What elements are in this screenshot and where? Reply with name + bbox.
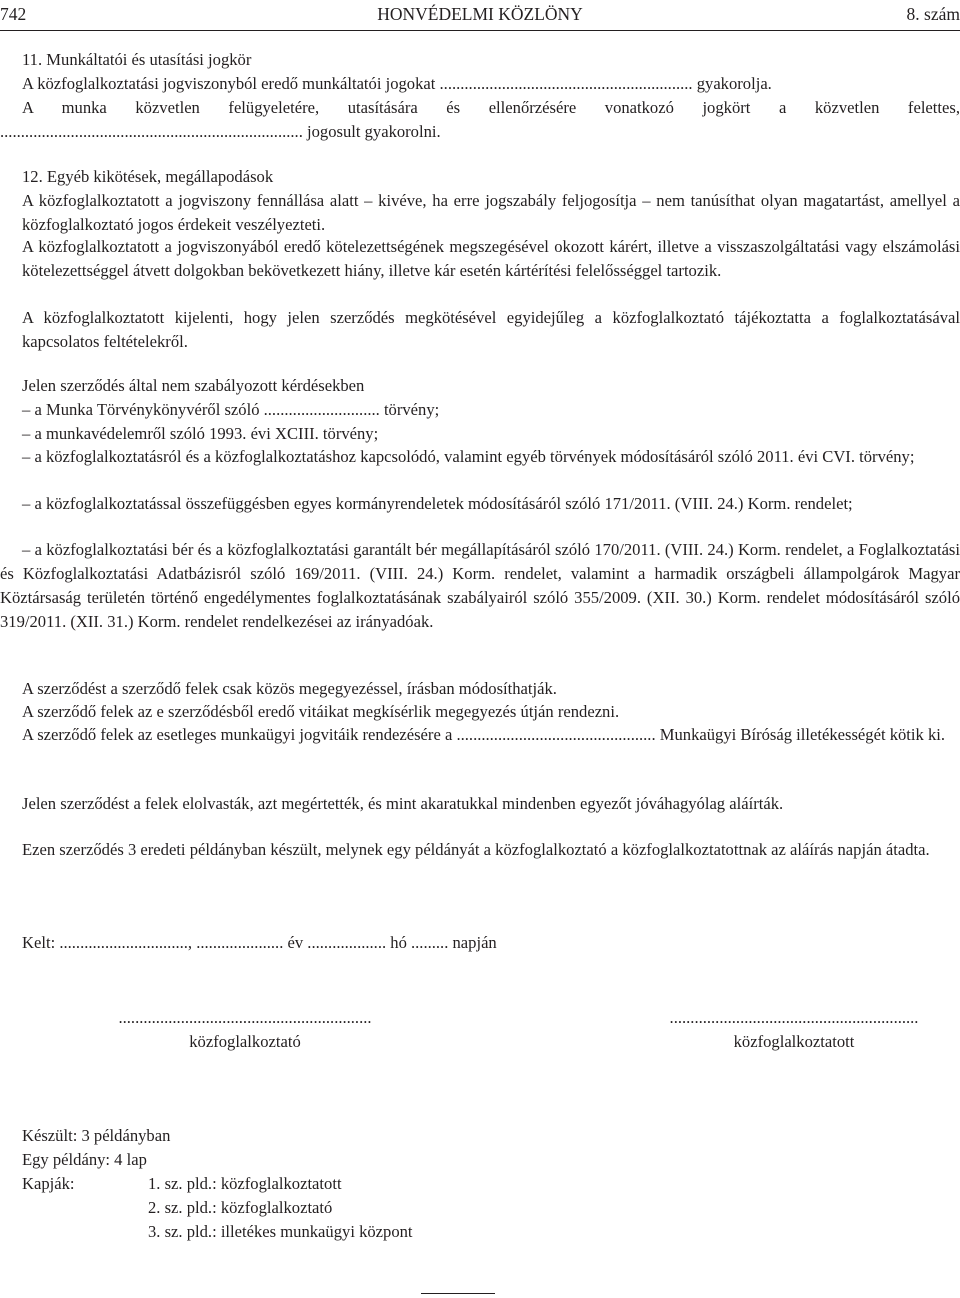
law-item-1: – a Munka Törvénykönyvéről szóló ............................ törvény; (22, 400, 440, 419)
section-12-para-3: A közfoglalkoztatott kijelenti, hogy jelen szerződés megkötésével egyidejűleg a közfoglalkoztató tájékoztatta a foglalkoztatásával kapcsolatos feltételekről. (22, 308, 960, 351)
agreement-statement: Jelen szerződést a felek elolvasták, azt megértették, és mint akaratukkal mindenben egyezőt jóváhagyólag aláírták. (22, 794, 784, 813)
recipients-label: Kapják: (22, 1174, 75, 1193)
section-11-heading: 11. Munkáltatói és utasítási jogkör (22, 50, 252, 69)
header-rule (0, 30, 960, 31)
copies-statement: Ezen szerződés 3 eredeti példányban készült, melynek egy példányát a közfoglalkoztató a közfoglalkoztatottnak az aláírás napján átadta. (22, 840, 930, 859)
section-11-line-1: A közfoglalkoztatási jogviszonyból eredő munkáltatói jogokat ............................................................. gyakorolja. (22, 74, 772, 93)
modification-line-3: A szerződő felek az esetleges munkaügyi jogvitáik rendezésére a ................................................ Munkaügyi Bíróság illetékességét kötik ki. (22, 725, 946, 744)
pages-per-copy: Egy példány: 4 lap (22, 1150, 147, 1169)
recipient-1: 1. sz. pld.: közfoglalkoztatott (148, 1174, 342, 1193)
recipient-3: 3. sz. pld.: illetékes munkaügyi központ (148, 1222, 413, 1241)
section-11-line-2: A munka közvetlen felügyeletére, utasítására és ellenőrzésére vonatkozó jogkört a közvetlen felettes, (22, 98, 960, 117)
signature-label-left: közfoglalkoztató (189, 1032, 301, 1051)
modification-line-1: A szerződést a szerződő felek csak közös megegyezéssel, írásban módosíthatják. (22, 679, 557, 698)
law-item-5: – a közfoglalkoztatási bér és a közfoglalkoztatási garantált bér megállapításáról szóló 170/2011. (VIII. 24.) Korm. rendelet, a Foglalkoztatási és Közfoglalkoztatási Adatbázisról szóló 169/2011. (VIII. 24.) Korm. rendelet, valamint a harmadik országbeli állampolgárok Magyar Köztársaság területén történő engedélymentes foglalkoztatásának szabályairól szóló 355/2009. (XII. 30.) Korm. rendelet módosításáról szóló 319/2011. (XII. 31.) Korm. rendelet rendelkezései az irányadóak. (0, 540, 960, 631)
section-12-heading: 12. Egyéb kikötések, megállapodások (22, 167, 274, 186)
journal-title: HONVÉDELMI KÖZLÖNY (377, 4, 583, 24)
section-12-para-1: A közfoglalkoztatott a jogviszony fennállása alatt – kivéve, ha erre jogszabály feljogosítja – nem tanúsíthat olyan magatartást, amellyel a közfoglalkoztató jogos érdekeit veszélyezteti. (22, 191, 960, 234)
signature-right (636, 1006, 952, 1054)
footer-rule (421, 1293, 495, 1294)
signature-left (86, 1006, 404, 1054)
recipient-row (22, 1172, 413, 1196)
copies-made: Készült: 3 példányban (22, 1126, 171, 1145)
issue-number: 8. szám (906, 4, 960, 24)
signature-label-right: közfoglalkoztatott (733, 1032, 855, 1051)
law-item-3: – a közfoglalkoztatásról és a közfoglalkoztatáshoz kapcsolódó, valamint egyéb törvények módosításáról szóló 2011. évi CVI. törvény; (22, 447, 915, 466)
signature-line-left: ............................................................. (118, 1008, 372, 1027)
recipient-2: 2. sz. pld.: közfoglalkoztató (148, 1198, 333, 1217)
section-12-para-2: A közfoglalkoztatott a jogviszonyából eredő kötelezettségének megszegésével okozott kárért, illetve a visszaszolgáltatási vagy elszámolási kötelezettséggel átvett dolgokban bekövetkezett hiány, illetve kár esetén kártérítési felelősséggel tartozik. (22, 237, 960, 280)
recipient-row (22, 1196, 413, 1220)
modification-line-2: A szerződő felek az e szerződésből eredő vitáikat megkísérlik megegyezés útján rendezni. (22, 702, 620, 721)
law-intro: Jelen szerződés által nem szabályozott kérdésekben (22, 376, 365, 395)
section-11-line-3: ......................................................................... jogosult gyakorolni. (0, 122, 441, 141)
recipient-row (22, 1220, 413, 1244)
distribution-block (22, 1124, 413, 1244)
signature-line-right: ............................................................ (669, 1008, 919, 1027)
law-item-2: – a munkavédelemről szóló 1993. évi XCIII. törvény; (22, 424, 379, 443)
date-line: Kelt: ..............................., ..................... év ................... hó ......... napján (22, 933, 497, 952)
page-number: 742 (0, 4, 27, 24)
page-header (0, 0, 960, 28)
law-item-4: – a közfoglalkoztatással összefüggésben egyes kormányrendeletek módosításáról szóló 171/2011. (VIII. 24.) Korm. rendelet; (22, 494, 853, 513)
